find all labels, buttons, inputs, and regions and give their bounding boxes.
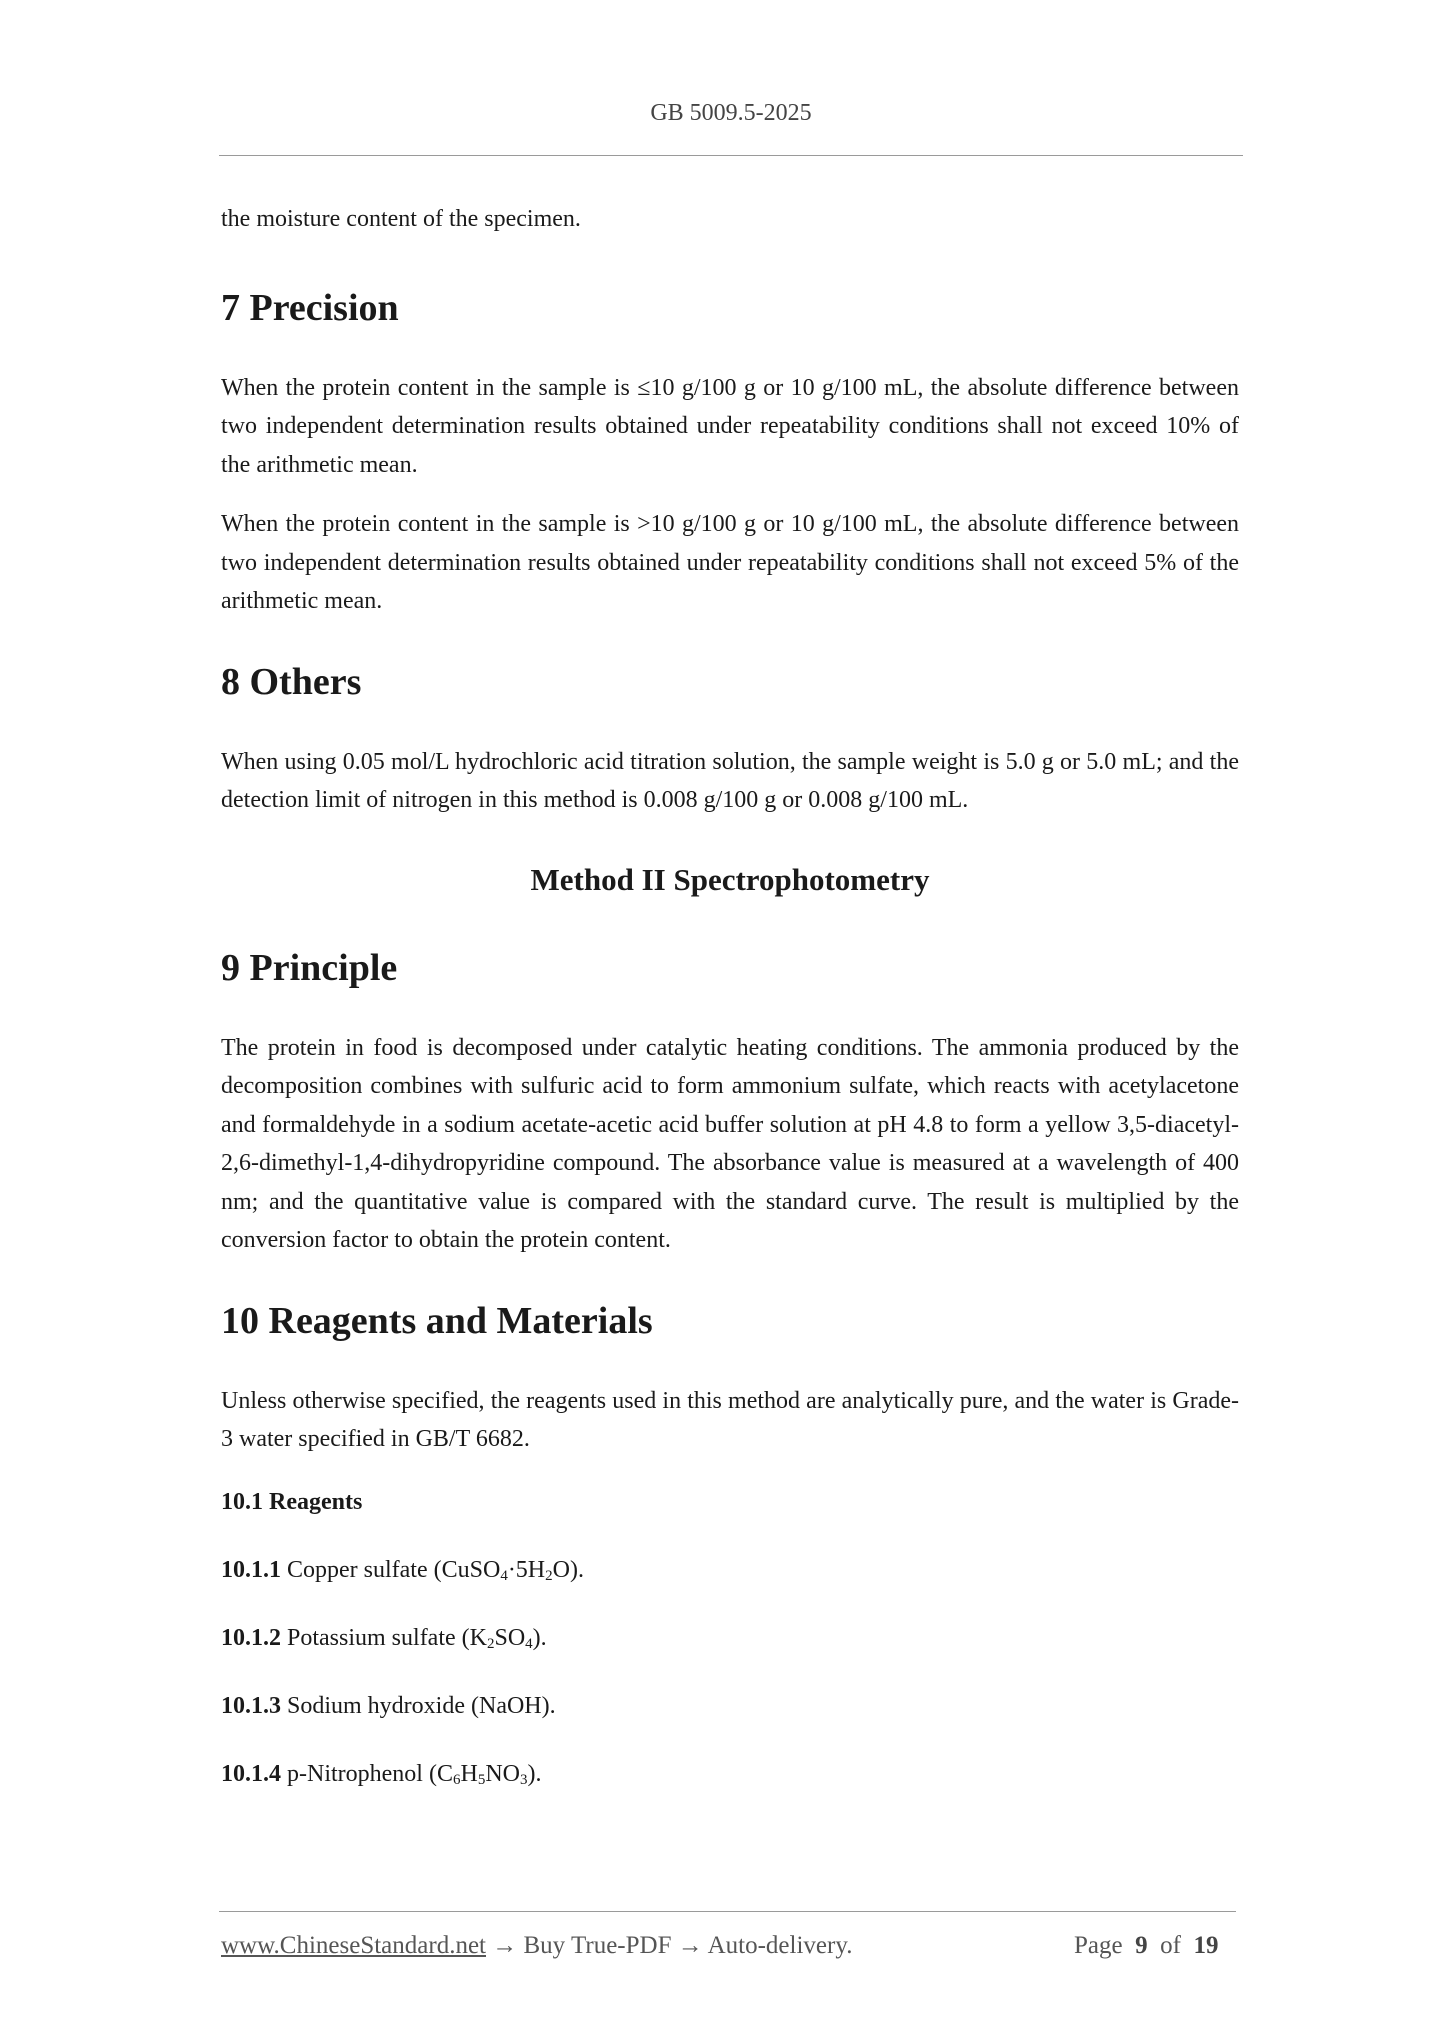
page-header: GB 5009.5-2025: [650, 100, 812, 126]
reagent-item: 10.1.2 Potassium sulfate $(K_2SO_4)$.: [221, 1624, 547, 1652]
section-7-heading: 7 Precision: [221, 286, 399, 329]
intro-text: the moisture content of the specimen.: [221, 206, 581, 232]
reagent-item: 10.1.1 Copper sulfate $(CuSO_4\cdot 5H_2O)$.: [221, 1556, 584, 1584]
total-pages: 19: [1193, 1932, 1219, 1959]
section-10-paragraph-1: Unless otherwise specified, the reagents used in this method are analytically pure, and the water is Grade-3 water specified in GB/T 6682.: [221, 1387, 1239, 1452]
buy-text: Buy True-PDF: [523, 1932, 672, 1959]
subsection-10-1-heading: 10.1 Reagents: [221, 1488, 363, 1515]
header-divider: [219, 155, 1243, 156]
section-9-heading: 9 Principle: [221, 946, 398, 989]
reagent-item: 10.1.3 Sodium hydroxide (NaOH).: [221, 1692, 556, 1719]
section-7-paragraph-2: When the protein content in the sample is >10 g/100 g or 10 g/100 mL, the absolute difference between two independent determination results obtained under repeatability conditions shall not exceed 5% of the arithmetic mean.: [221, 511, 1239, 614]
reagent-number: 10.1.3: [221, 1692, 281, 1719]
document-body: [221, 200, 1239, 1791]
footer-promo: [221, 1932, 852, 1960]
method-title: Method II Spectrophotometry: [530, 861, 930, 897]
reagent-item: 10.1.4 p-Nitrophenol $(C_6H_5NO_3)$.: [221, 1760, 542, 1788]
section-8-heading: 8 Others: [221, 660, 362, 703]
arrow-right-icon: →: [677, 1932, 703, 1959]
arrow-right-icon: →: [492, 1932, 518, 1959]
page-indicator: Page 9 of 19: [1074, 1932, 1219, 1959]
auto-delivery-text: Auto-delivery.: [707, 1932, 853, 1959]
reagent-number: 10.1.2: [221, 1624, 281, 1651]
section-8-paragraph-1: When using 0.05 mol/L hydrochloric acid titration solution, the sample weight is 5.0 g or 5.0 mL; and the detection limit of nitrogen in this method is 0.008 g/100 g or 0.008 g/100 mL.: [221, 748, 1239, 813]
section-10-heading: 10 Reagents and Materials: [221, 1299, 653, 1342]
footer-divider: [219, 1911, 1236, 1912]
section-9-paragraph-1: The protein in food is decomposed under catalytic heating conditions. The ammonia produced by the decomposition combines with sulfuric acid to form ammonium sulfate, which reacts with acetylacetone and formaldehyde in a sodium acetate-acetic acid buffer solution at pH 4.8 to form a yellow 3,5-diacetyl-2,6-dimethyl-1,4-dihydropyridine compound. The absorbance value is measured at a wavelength of 400 nm; and the quantitative value is compared with the standard curve. The result is multiplied by the conversion factor to obtain the protein content.: [221, 1034, 1239, 1253]
reagent-number: 10.1.1: [221, 1556, 281, 1583]
reagent-number: 10.1.4: [221, 1760, 281, 1787]
website-link[interactable]: www.ChineseStandard.net: [221, 1932, 486, 1959]
current-page: 9: [1135, 1932, 1148, 1959]
section-7-paragraph-1: When the protein content in the sample is ≤10 g/100 g or 10 g/100 mL, the absolute difference between two independent determination results obtained under repeatability conditions shall not exceed 10% of the arithmetic mean.: [221, 374, 1239, 478]
